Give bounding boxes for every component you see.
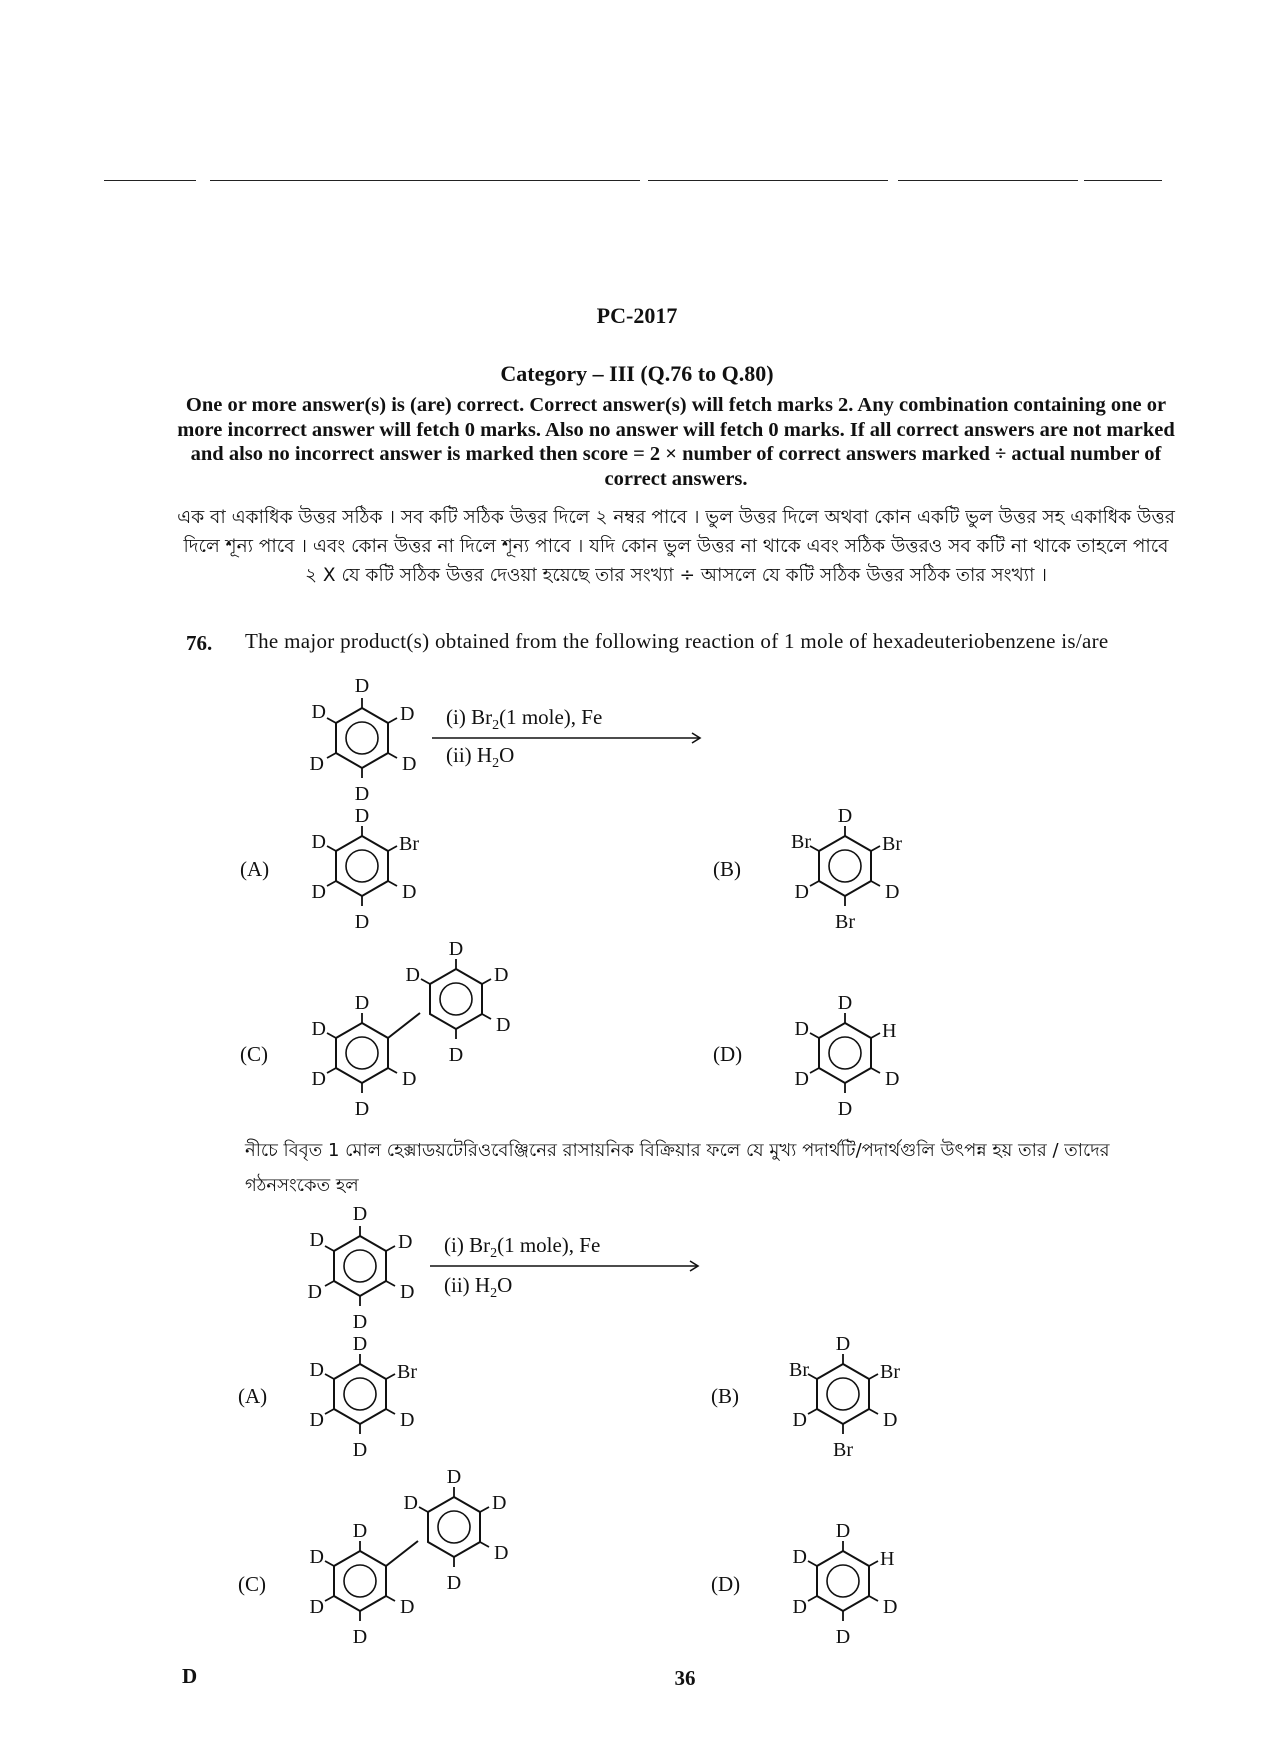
atom-label: D xyxy=(792,1409,807,1431)
atom-label: Br xyxy=(791,831,811,853)
atom-label: D xyxy=(354,1098,370,1120)
atom-label: D xyxy=(398,1231,413,1253)
booklet-set-code: D xyxy=(182,1664,198,1688)
atom-label: D xyxy=(354,783,370,805)
atom-label: D xyxy=(446,1572,462,1594)
atom-label: D xyxy=(307,1281,322,1303)
option-c-structure xyxy=(312,938,511,1120)
category-heading: Category – III (Q.76 to Q.80) xyxy=(500,361,774,386)
option-c-label: (C) xyxy=(240,1042,268,1066)
atom-label: D xyxy=(403,1492,418,1514)
atom-label: D xyxy=(837,805,853,827)
option-b-label: (B) xyxy=(711,1384,739,1408)
option-a-structure xyxy=(310,1333,418,1461)
reaction-step-2: (ii) $H_2O$ xyxy=(444,1273,513,1302)
atom-label: Br xyxy=(789,1359,809,1381)
atom-label: D xyxy=(792,1546,807,1568)
atom-label: D xyxy=(352,1311,368,1333)
atom-label: D xyxy=(354,911,370,933)
atom-label: H xyxy=(880,1548,895,1570)
instruction-english: One or more answer(s) is (are) correct. Correct answer(s) will fetch marks 2. Any combination containing one or more incorrect answer will fetch 0 marks. Also no answer will fetch 0 marks. If all correct answers are not marked and also no incorrect answer is marked then score = 2 × number of correct answers marked ÷ actual number of correct answers. xyxy=(177,394,1175,490)
atom-label: D xyxy=(311,881,326,903)
option-b-label: (B) xyxy=(713,857,741,881)
atom-label: Br xyxy=(835,911,855,933)
atom-label: D xyxy=(311,831,326,853)
atom-label: D xyxy=(400,703,415,725)
atom-label: D xyxy=(448,938,464,960)
atom-label: D xyxy=(309,753,324,775)
atom-label: D xyxy=(354,992,370,1014)
option-b-structure xyxy=(789,1333,900,1461)
atom-label: D xyxy=(352,1333,368,1355)
atom-label: D xyxy=(402,1068,417,1090)
atom-label: D xyxy=(352,1520,368,1542)
atom-label: D xyxy=(311,1018,326,1040)
reaction-step-1: (i) $Br_2(1$ mole), Fe xyxy=(446,705,603,734)
question-number: 76. xyxy=(186,631,213,655)
atom-label: D xyxy=(309,1359,324,1381)
atom-label: D xyxy=(354,675,370,697)
page-number: 36 xyxy=(674,1666,696,1690)
atom-label: D xyxy=(402,881,417,903)
atom-label: D xyxy=(883,1596,898,1618)
instruction-bengali: এক বা একাধিক উত্তর সঠিক । সব কটি সঠিক উত্তর দিলে ২ নম্বর পাবে । ভুল উত্তর দিলে অথবা কোন একটি ভুল উত্তর সহ একাধিক উত্তর দিলে শূন্য পাবে । এবং কোন উত্তর না দিলে শূন্য পাবে । যদি কোন ভুল উত্তর না থাকে এবং সঠিক উত্তরও সব কটি না থাকে তাহলে পাবে ২ X যে কটি সঠিক উত্তর দেওয়া হয়েছে তার সংখ্যা ÷ আসলে যে কটি সঠিক উত্তর সঠিক তার সংখ্যা । xyxy=(177,507,1175,586)
atom-label: D xyxy=(885,1068,900,1090)
option-c-structure xyxy=(310,1466,509,1648)
atom-label: D xyxy=(794,1018,809,1040)
atom-label: D xyxy=(492,1492,507,1514)
atom-label: D xyxy=(837,1098,853,1120)
option-d-structure xyxy=(795,992,900,1120)
atom-label: D xyxy=(494,964,509,986)
atom-label: D xyxy=(311,1068,326,1090)
atom-label: D xyxy=(402,753,417,775)
question-text-english: The major product(s) obtained from the following reaction of 1 mole of hexadeuteriobenzene is/are xyxy=(245,629,1109,653)
atom-label: D xyxy=(448,1044,464,1066)
option-b-structure xyxy=(791,805,902,933)
atom-label: D xyxy=(400,1409,415,1431)
atom-label: D xyxy=(446,1466,462,1488)
atom-label: D xyxy=(352,1439,368,1461)
atom-label: Br xyxy=(880,1361,900,1383)
question-text-bengali: নীচে বিবৃত 1 মোল হেক্সাডয়টেরিওবেঞ্জিনের রাসায়নিক বিক্রিয়ার ফলে যে মুখ্য পদার্থটি/পদার্থগুলি উৎপন্ন হয় তার / তাদের গঠনসংকেত হল xyxy=(245,1140,1110,1196)
atom-label: D xyxy=(311,701,326,723)
atom-label: Br xyxy=(882,833,902,855)
atom-label: D xyxy=(400,1596,415,1618)
atom-label: D xyxy=(794,881,809,903)
atom-label: D xyxy=(794,1068,809,1090)
atom-label: D xyxy=(496,1014,511,1036)
atom-label: Br xyxy=(399,833,419,855)
atom-label: D xyxy=(352,1626,368,1648)
atom-label: D xyxy=(835,1333,851,1355)
atom-label: D xyxy=(352,1203,368,1225)
atom-label: D xyxy=(309,1546,324,1568)
reaction-step-1: (i) $Br_2(1$ mole), Fe xyxy=(444,1233,601,1262)
atom-label: Br xyxy=(833,1439,853,1461)
reaction-step-2: (ii) $H_2O$ xyxy=(446,743,515,772)
atom-label: D xyxy=(835,1520,851,1542)
option-d-structure xyxy=(793,1520,898,1648)
option-d-label: (D) xyxy=(713,1042,743,1066)
atom-label: D xyxy=(400,1281,415,1303)
atom-label: D xyxy=(405,964,420,986)
atom-label: D xyxy=(883,1409,898,1431)
option-c-label: (C) xyxy=(238,1572,266,1596)
reactant-hexadeuteriobenzene xyxy=(308,1203,415,1333)
atom-label: D xyxy=(885,881,900,903)
atom-label: D xyxy=(354,805,370,827)
atom-label: D xyxy=(792,1596,807,1618)
atom-label: D xyxy=(309,1596,324,1618)
exam-code: PC-2017 xyxy=(596,303,678,328)
option-a-label: (A) xyxy=(240,857,270,881)
option-a-label: (A) xyxy=(238,1384,268,1408)
option-a-structure xyxy=(312,805,420,933)
atom-label: D xyxy=(837,992,853,1014)
atom-label: H xyxy=(882,1020,897,1042)
atom-label: Br xyxy=(397,1361,417,1383)
reactant-hexadeuteriobenzene xyxy=(310,675,417,805)
atom-label: D xyxy=(309,1409,324,1431)
atom-label: D xyxy=(309,1229,324,1251)
atom-label: D xyxy=(835,1626,851,1648)
atom-label: D xyxy=(494,1542,509,1564)
option-d-label: (D) xyxy=(711,1572,741,1596)
